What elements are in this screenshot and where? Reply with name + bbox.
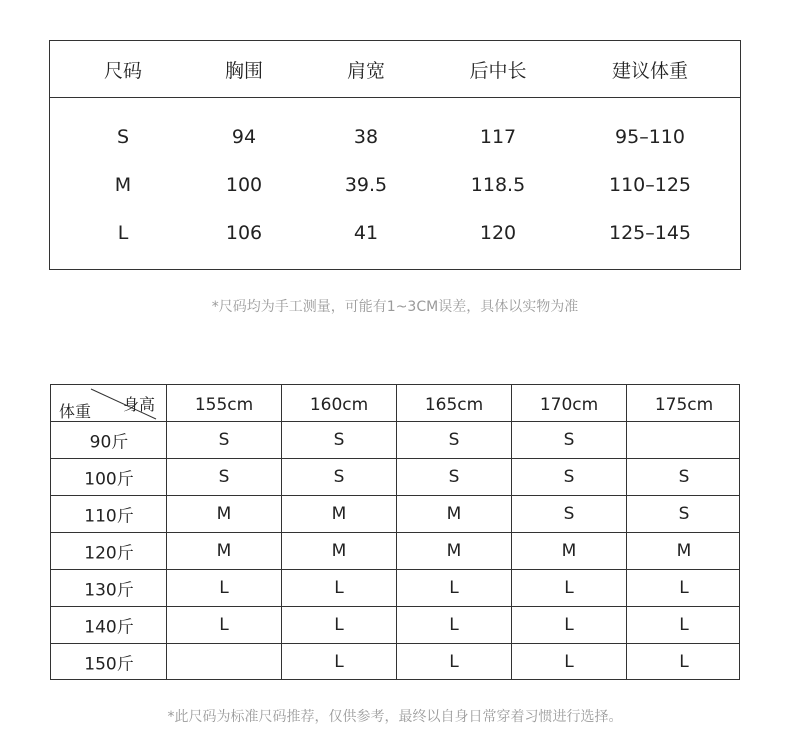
header-shoulder: 肩宽 — [346, 60, 386, 82]
grid-line — [51, 421, 739, 422]
grid-line — [51, 495, 739, 496]
size-cell: L — [449, 652, 459, 672]
grid-line — [51, 569, 739, 570]
size-cell: S — [678, 467, 690, 487]
weight-label: 100斤 — [84, 469, 134, 490]
size-measurement-table — [49, 40, 741, 270]
header-suggested-weight: 建议体重 — [611, 60, 689, 82]
size-cell: S — [218, 467, 230, 487]
size-cell: S — [563, 504, 575, 524]
size-cell: S — [333, 430, 345, 450]
grid-line — [51, 532, 739, 533]
table-cell: 110–125 — [608, 174, 692, 196]
grid-line — [51, 458, 739, 459]
size-cell: M — [331, 541, 347, 561]
table-cell: M — [114, 174, 132, 196]
height-header: 170cm — [539, 395, 599, 415]
header-chest: 胸围 — [224, 60, 264, 82]
size-cell: S — [448, 467, 460, 487]
corner-height-label: 身高 — [123, 395, 156, 414]
table-cell: S — [116, 126, 130, 148]
table-row — [50, 221, 740, 245]
size-cell: L — [679, 578, 689, 598]
grid-line — [51, 606, 739, 607]
table-cell: 117 — [479, 126, 517, 148]
table-cell: 120 — [479, 222, 517, 244]
corner-weight-label: 体重 — [59, 402, 92, 421]
size-cell: L — [564, 615, 574, 635]
size-cell: L — [679, 652, 689, 672]
size-cell: L — [449, 615, 459, 635]
weight-label: 140斤 — [84, 617, 134, 638]
table-cell: 39.5 — [344, 174, 388, 196]
table-cell: L — [117, 222, 129, 244]
recommendation-note: *此尺码为标准尺码推荐，仅供参考，最终以自身日常穿着习惯进行选择。 — [167, 709, 623, 725]
weight-label: 150斤 — [84, 654, 134, 675]
weight-label: 110斤 — [84, 506, 134, 527]
table-row — [50, 125, 740, 149]
table-cell: 125–145 — [608, 222, 692, 244]
size-cell: M — [676, 541, 692, 561]
size-cell: S — [678, 504, 690, 524]
size-cell: L — [219, 578, 229, 598]
size-cell: S — [563, 430, 575, 450]
size-cell: S — [563, 467, 575, 487]
height-header: 155cm — [194, 395, 254, 415]
table-cell: 38 — [353, 126, 379, 148]
size-cell: L — [679, 615, 689, 635]
weight-label: 130斤 — [84, 580, 134, 601]
size-cell: S — [218, 430, 230, 450]
height-header: 165cm — [424, 395, 484, 415]
measurement-note: *尺码均为手工测量，可能有1~3CM误差，具体以实物为准 — [211, 299, 579, 315]
size-cell: L — [334, 652, 344, 672]
grid-line — [51, 643, 739, 644]
table-cell: 94 — [231, 126, 257, 148]
size-cell: M — [331, 504, 347, 524]
height-header: 175cm — [654, 395, 714, 415]
size-cell: M — [216, 504, 232, 524]
size-cell: S — [333, 467, 345, 487]
table-cell: 106 — [225, 222, 263, 244]
table-cell: 41 — [353, 222, 379, 244]
size-cell: L — [334, 578, 344, 598]
table-cell: 100 — [225, 174, 263, 196]
size-cell: L — [449, 578, 459, 598]
header-size: 尺码 — [103, 60, 143, 82]
table-cell: 118.5 — [470, 174, 526, 196]
size-recommendation-table — [50, 384, 740, 680]
size-cell: M — [446, 504, 462, 524]
weight-label: 120斤 — [84, 543, 134, 564]
height-header: 160cm — [309, 395, 369, 415]
size-table-header — [50, 41, 740, 98]
size-cell: M — [446, 541, 462, 561]
size-cell: L — [564, 578, 574, 598]
header-back-length: 后中长 — [469, 60, 527, 82]
size-cell: L — [219, 615, 229, 635]
size-cell: M — [561, 541, 577, 561]
table-cell: 95–110 — [615, 126, 685, 148]
size-cell: L — [564, 652, 574, 672]
size-cell: M — [216, 541, 232, 561]
weight-label: 90斤 — [89, 432, 129, 453]
size-cell: L — [334, 615, 344, 635]
size-cell: S — [448, 430, 460, 450]
table-row — [50, 173, 740, 197]
